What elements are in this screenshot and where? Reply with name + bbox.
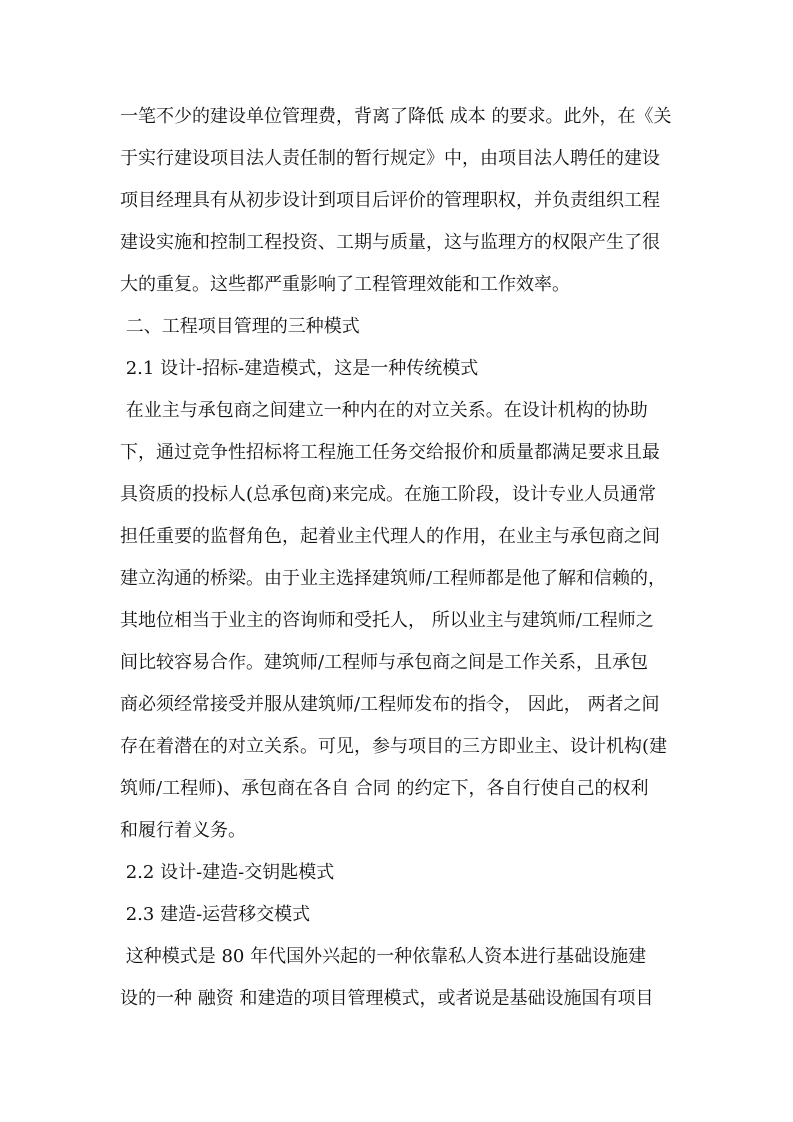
text-line: 间比较容易合作。建筑师/工程师与承包商之间是工作关系，且承包 <box>120 652 649 673</box>
text-line: 设的一种 融资 和建造的项目管理模式，或者说是基础设施国有项目 <box>120 988 654 1009</box>
text-line: 筑师/工程师)、承包商在各自 合同 的约定下，各自行使自己的权利 <box>120 778 649 799</box>
text-line: 大的重复。这些都严重影响了工程管理效能和工作效率。 <box>120 274 570 295</box>
section-heading: 二、工程项目管理的三种模式 <box>120 316 360 337</box>
text-line: 下，通过竞争性招标将工程施工任务交给报价和质量都满足要求且最 <box>120 442 660 463</box>
text-line: 建设实施和控制工程投资、工期与质量，这与监理方的权限产生了很 <box>120 232 660 253</box>
text-line: 这种模式是 80 年代国外兴起的一种依靠私人资本进行基础设施建 <box>120 946 647 967</box>
text-line: 存在着潜在的对立关系。可见，参与项目的三方即业主、设计机构(建 <box>120 736 668 757</box>
text-line: 担任重要的监督角色，起着业主代理人的作用，在业主与承包商之间 <box>120 526 660 547</box>
text-line: 项目经理具有从初步设计到项目后评价的管理职权，并负责组织工程 <box>120 190 660 211</box>
subsection-heading: 2.2 设计-建造-交钥匙模式 <box>120 862 335 883</box>
text-line: 一笔不少的建设单位管理费，背离了降低 成本 的要求。此外，在《关 <box>120 106 672 127</box>
text-line: 于实行建设项目法人责任制的暂行规定》中，由项目法人聘任的建设 <box>120 148 660 169</box>
subsection-heading: 2.3 建造-运营移交模式 <box>120 904 311 925</box>
subsection-heading: 2.1 设计-招标-建造模式，这是一种传统模式 <box>120 358 479 379</box>
text-line: 和履行着义务。 <box>120 820 246 841</box>
text-line: 建立沟通的桥梁。由于业主选择建筑师/工程师都是他了解和信赖的， <box>120 568 667 589</box>
text-line: 商必须经常接受并服从建筑师/工程师发布的指令， 因此， 两者之间 <box>120 694 660 715</box>
text-line: 其地位相当于业主的咨询师和受托人， 所以业主与建筑师/工程师之 <box>120 610 654 631</box>
text-line: 在业主与承包商之间建立一种内在的对立关系。在设计机构的协助 <box>120 400 648 421</box>
text-line: 具资质的投标人(总承包商)来完成。在施工阶段，设计专业人员通常 <box>120 484 657 505</box>
